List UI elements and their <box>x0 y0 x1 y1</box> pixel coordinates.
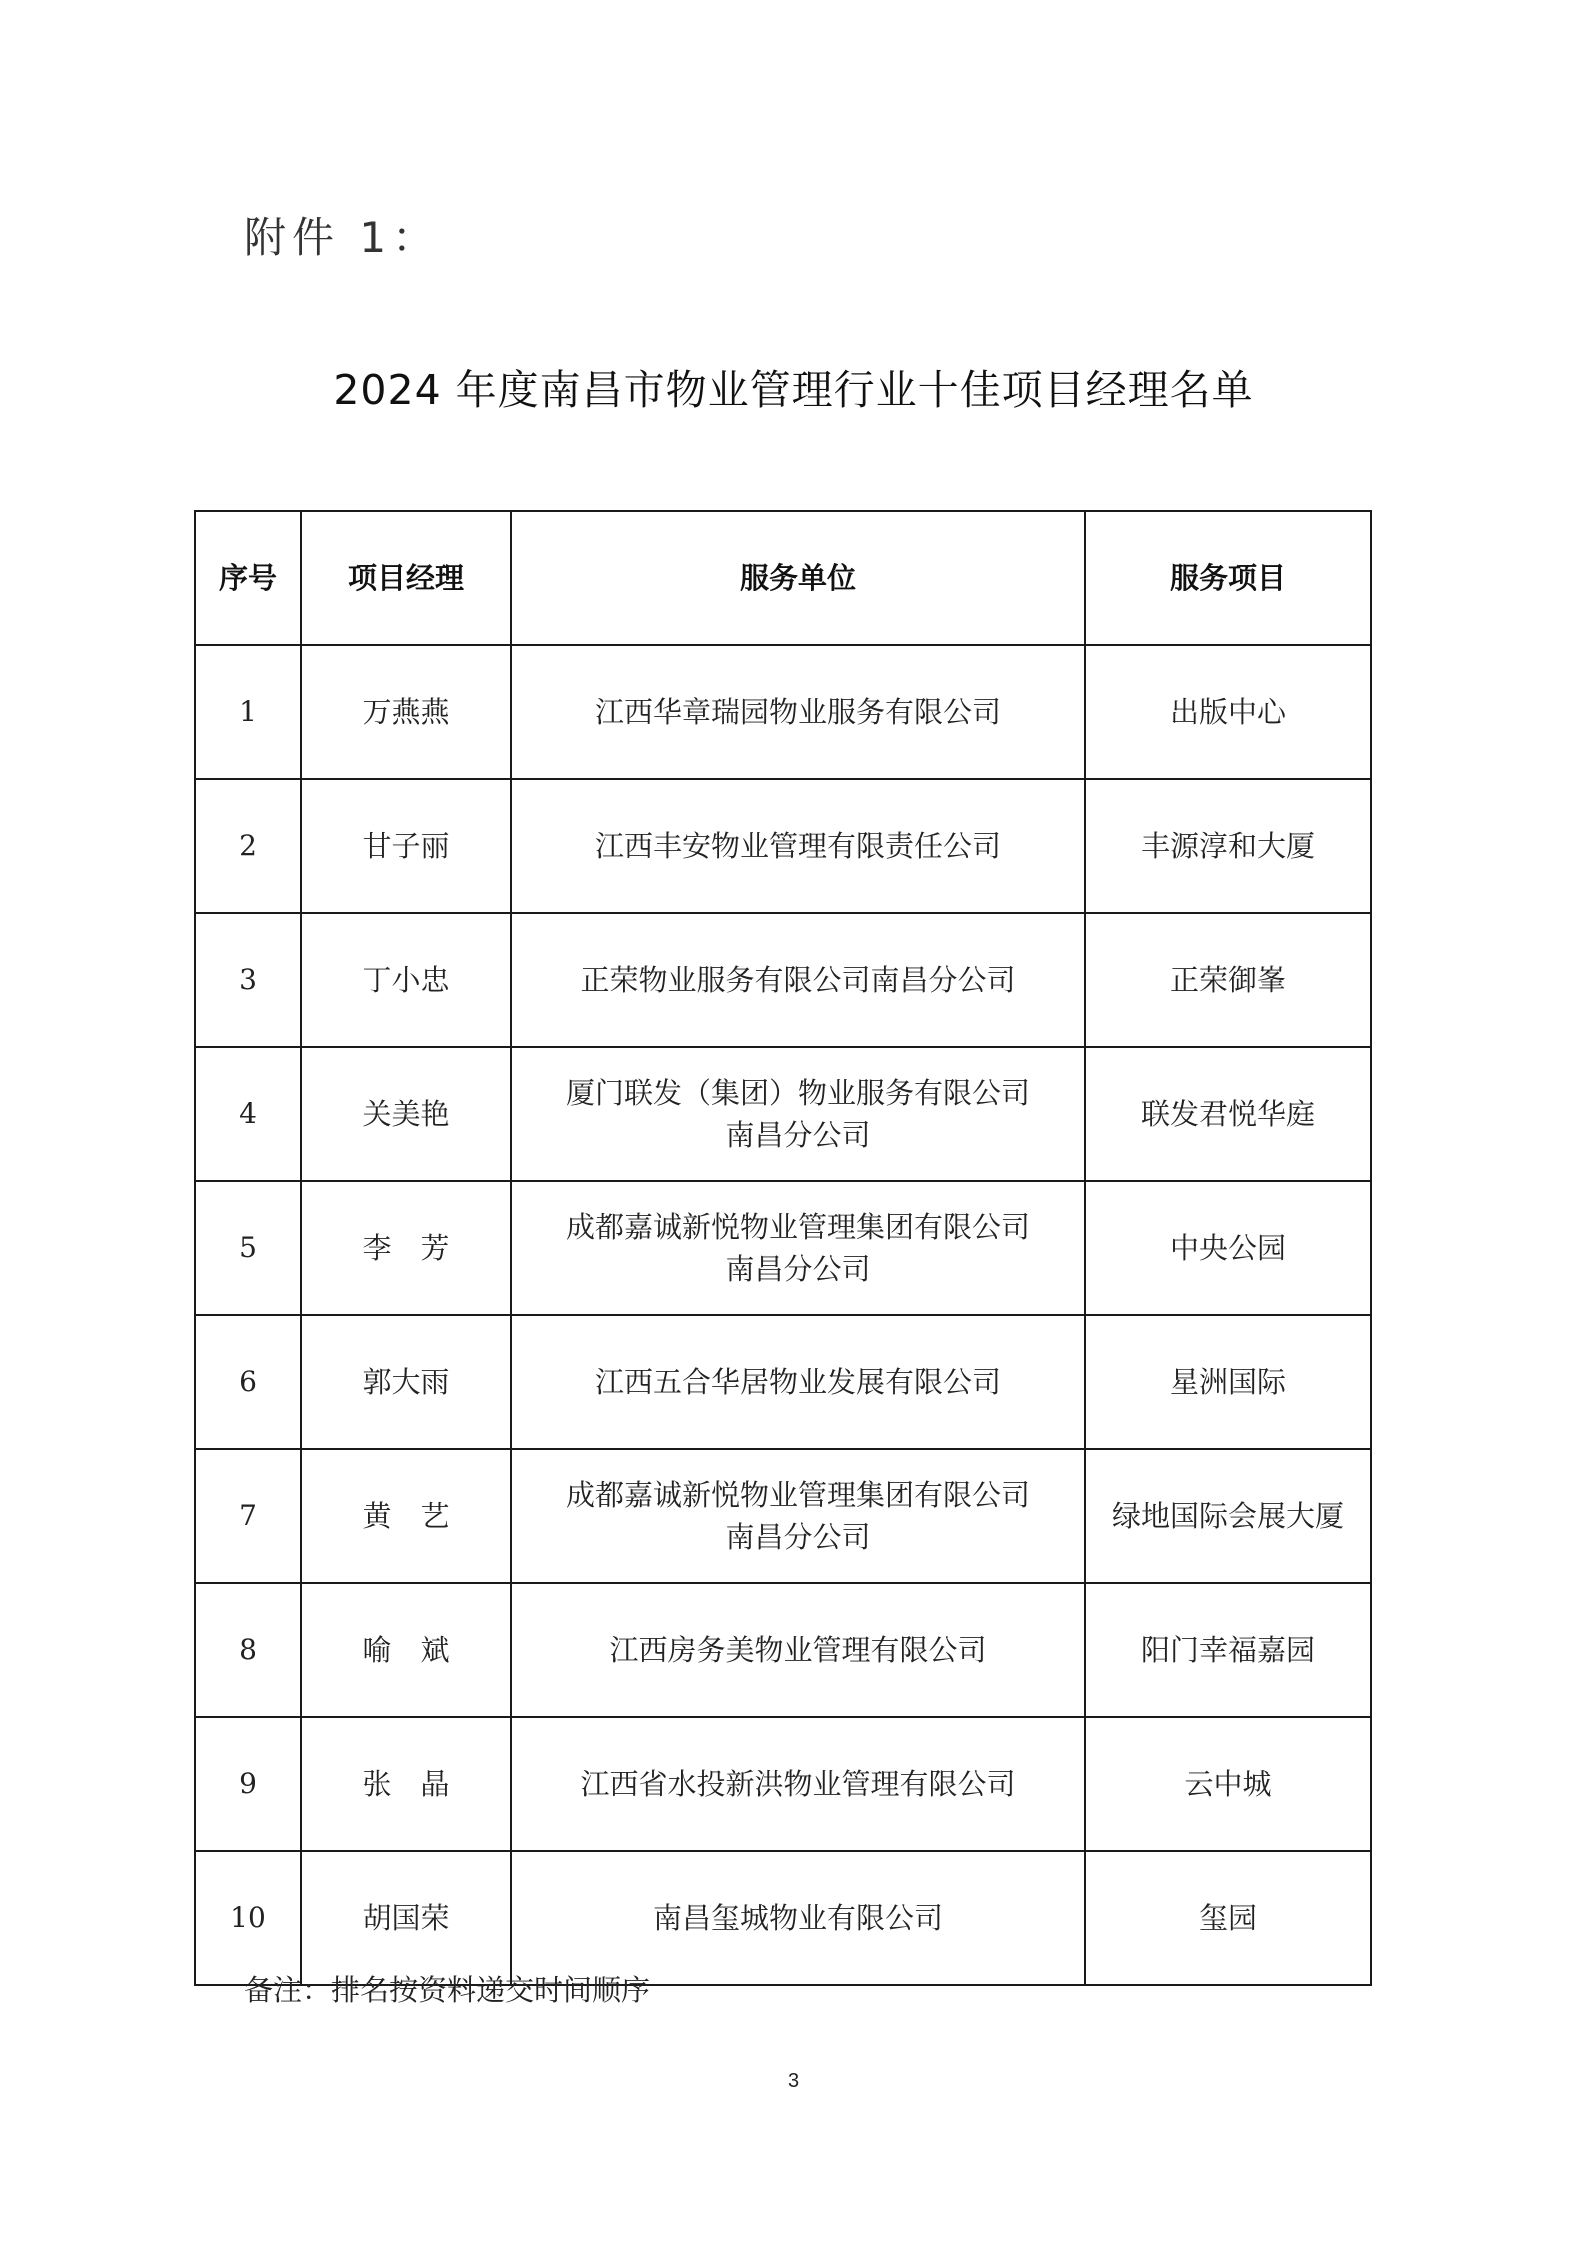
attachment-label: 附件 1： <box>244 213 441 262</box>
cell-unit-line: 成都嘉诚新悦物业管理集团有限公司 <box>565 1210 1030 1244</box>
table-row <box>195 1851 1371 1985</box>
cell-project: 云中城 <box>1085 1717 1371 1851</box>
table-row <box>195 1047 1371 1181</box>
cell-manager: 喻 斌 <box>301 1583 511 1717</box>
cell-unit <box>511 913 1085 1047</box>
table-row <box>195 1181 1371 1315</box>
document-title: 2024 年度南昌市物业管理行业十佳项目经理名单 <box>333 366 1254 414</box>
cell-unit <box>511 1047 1085 1181</box>
cell-project: 星洲国际 <box>1085 1315 1371 1449</box>
manager-roster-table <box>194 510 1372 1986</box>
cell-no: 9 <box>195 1717 301 1851</box>
cell-manager: 张 晶 <box>301 1717 511 1851</box>
cell-manager: 黄 艺 <box>301 1449 511 1583</box>
cell-no: 3 <box>195 913 301 1047</box>
table-row <box>195 913 1371 1047</box>
footnote: 备注：排名按资料递交时间顺序 <box>244 1973 651 2007</box>
table-row <box>195 1717 1371 1851</box>
cell-no: 6 <box>195 1315 301 1449</box>
table-row <box>195 1315 1371 1449</box>
cell-unit-line: 江西华章瑞园物业服务有限公司 <box>594 695 1001 729</box>
column-header-project: 服务项目 <box>1085 511 1371 645</box>
cell-project: 绿地国际会展大厦 <box>1085 1449 1371 1583</box>
cell-unit-line: 厦门联发（集团）物业服务有限公司 <box>565 1076 1030 1110</box>
cell-manager: 关美艳 <box>301 1047 511 1181</box>
table-row <box>195 1583 1371 1717</box>
cell-no: 1 <box>195 645 301 779</box>
cell-manager: 丁小忠 <box>301 913 511 1047</box>
cell-unit <box>511 1851 1085 1985</box>
cell-project: 阳门幸福嘉园 <box>1085 1583 1371 1717</box>
cell-unit <box>511 1449 1085 1583</box>
cell-unit-line: 南昌分公司 <box>725 1118 871 1152</box>
page-number: 3 <box>787 2070 800 2092</box>
column-header-no: 序号 <box>195 511 301 645</box>
cell-unit <box>511 1315 1085 1449</box>
column-header-manager: 项目经理 <box>301 511 511 645</box>
cell-project: 出版中心 <box>1085 645 1371 779</box>
cell-unit-line: 正荣物业服务有限公司南昌分公司 <box>580 963 1016 997</box>
table-row <box>195 779 1371 913</box>
table-row <box>195 1449 1371 1583</box>
cell-no: 2 <box>195 779 301 913</box>
column-header-unit: 服务单位 <box>511 511 1085 645</box>
cell-unit-line: 成都嘉诚新悦物业管理集团有限公司 <box>565 1478 1030 1512</box>
cell-unit-line: 江西房务美物业管理有限公司 <box>609 1633 987 1667</box>
cell-unit <box>511 645 1085 779</box>
cell-unit <box>511 1181 1085 1315</box>
cell-unit <box>511 1717 1085 1851</box>
cell-no: 8 <box>195 1583 301 1717</box>
cell-project: 联发君悦华庭 <box>1085 1047 1371 1181</box>
cell-unit <box>511 779 1085 913</box>
cell-project: 正荣御峯 <box>1085 913 1371 1047</box>
cell-unit-line: 江西丰安物业管理有限责任公司 <box>594 829 1001 863</box>
cell-no: 5 <box>195 1181 301 1315</box>
cell-no: 10 <box>195 1851 301 1985</box>
cell-manager: 甘子丽 <box>301 779 511 913</box>
cell-manager: 胡国荣 <box>301 1851 511 1985</box>
cell-unit-line: 南昌分公司 <box>725 1252 871 1286</box>
cell-unit-line: 江西五合华居物业发展有限公司 <box>594 1365 1001 1399</box>
table-header-row <box>195 511 1371 645</box>
cell-project: 丰源淳和大厦 <box>1085 779 1371 913</box>
table-row <box>195 645 1371 779</box>
cell-unit <box>511 1583 1085 1717</box>
cell-project: 中央公园 <box>1085 1181 1371 1315</box>
cell-unit-line: 南昌分公司 <box>725 1520 871 1554</box>
cell-no: 4 <box>195 1047 301 1181</box>
cell-no: 7 <box>195 1449 301 1583</box>
cell-manager: 郭大雨 <box>301 1315 511 1449</box>
cell-manager: 李 芳 <box>301 1181 511 1315</box>
cell-manager: 万燕燕 <box>301 645 511 779</box>
cell-project: 玺园 <box>1085 1851 1371 1985</box>
cell-unit-line: 江西省水投新洪物业管理有限公司 <box>580 1767 1016 1801</box>
cell-unit-line: 南昌玺城物业有限公司 <box>652 1901 943 1935</box>
